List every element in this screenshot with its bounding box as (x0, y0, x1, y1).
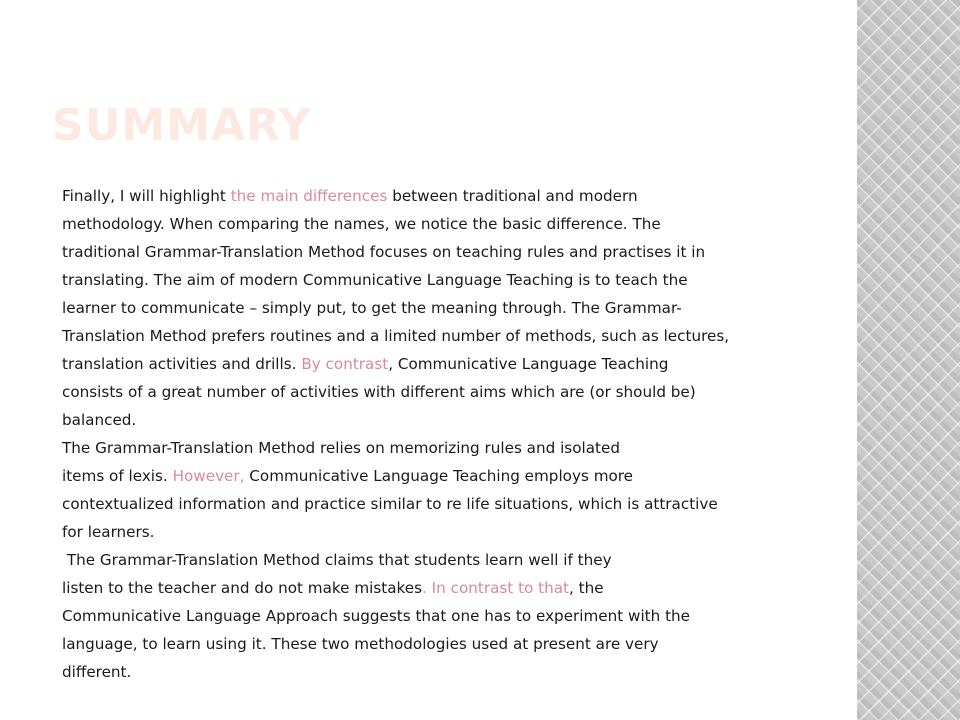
text-segment: Communicative Language Teaching employs more (244, 467, 634, 485)
text-segment: traditional Grammar-Translation Method focuses on teaching rules and practises it in (62, 243, 706, 261)
paragraph-line (62, 182, 822, 210)
text-segment: The Grammar-Translation Method claims that students learn well if they (62, 551, 612, 569)
text-segment: The Grammar-Translation Method relies on memorizing rules and isolated (62, 439, 620, 457)
text-segment: for learners. (62, 523, 155, 541)
text-segment: learner to communicate – simply put, to get the meaning through. The Grammar- (62, 299, 682, 317)
text-segment: Finally, I will highlight (62, 187, 231, 205)
text-segment: contextualized information and practice similar to re life situations, which is attractive (62, 495, 718, 513)
text-segment: different. (62, 663, 132, 681)
paragraph-line (62, 658, 822, 686)
paragraph-line (62, 350, 822, 378)
highlighted-phrase: By contrast (301, 355, 389, 373)
paragraph-line (62, 490, 822, 518)
slide-body-text (62, 182, 822, 686)
text-segment: items of lexis. (62, 467, 173, 485)
paragraph-line (62, 294, 822, 322)
text-segment: Translation Method prefers routines and a limited number of methods, such as lectures, (62, 327, 730, 345)
text-segment: between traditional and modern (387, 187, 638, 205)
paragraph-line (62, 518, 822, 546)
highlighted-phrase: However, (172, 467, 245, 485)
paragraph-line (62, 434, 822, 462)
paragraph-line (62, 602, 822, 630)
text-segment: , the (569, 579, 604, 597)
text-segment: balanced. (62, 411, 137, 429)
decorative-side-band (857, 0, 960, 720)
text-segment: translating. The aim of modern Communicative Language Teaching is to teach the (62, 271, 688, 289)
highlighted-phrase: the main differences (230, 187, 388, 205)
slide-title: SUMMARY (52, 100, 312, 151)
paragraph-line (62, 266, 822, 294)
paragraph-line (62, 574, 822, 602)
paragraph-line (62, 462, 822, 490)
highlighted-phrase: . In contrast to that (422, 579, 569, 597)
paragraph-line (62, 546, 822, 574)
paragraph-line (62, 210, 822, 238)
text-segment: methodology. When comparing the names, we notice the basic difference. The (62, 215, 661, 233)
paragraph-line (62, 238, 822, 266)
text-segment: listen to the teacher and do not make mistakes (62, 579, 423, 597)
paragraph-line (62, 406, 822, 434)
text-segment: , Communicative Language Teaching (388, 355, 669, 373)
text-segment: translation activities and drills. (62, 355, 302, 373)
paragraph-line (62, 630, 822, 658)
text-segment: consists of a great number of activities with different aims which are (or should be) (62, 383, 696, 401)
text-segment: language, to learn using it. These two methodologies used at present are very (62, 635, 659, 653)
paragraph-line (62, 322, 822, 350)
text-segment: Communicative Language Approach suggests that one has to experiment with the (62, 607, 691, 625)
paragraph-line (62, 378, 822, 406)
